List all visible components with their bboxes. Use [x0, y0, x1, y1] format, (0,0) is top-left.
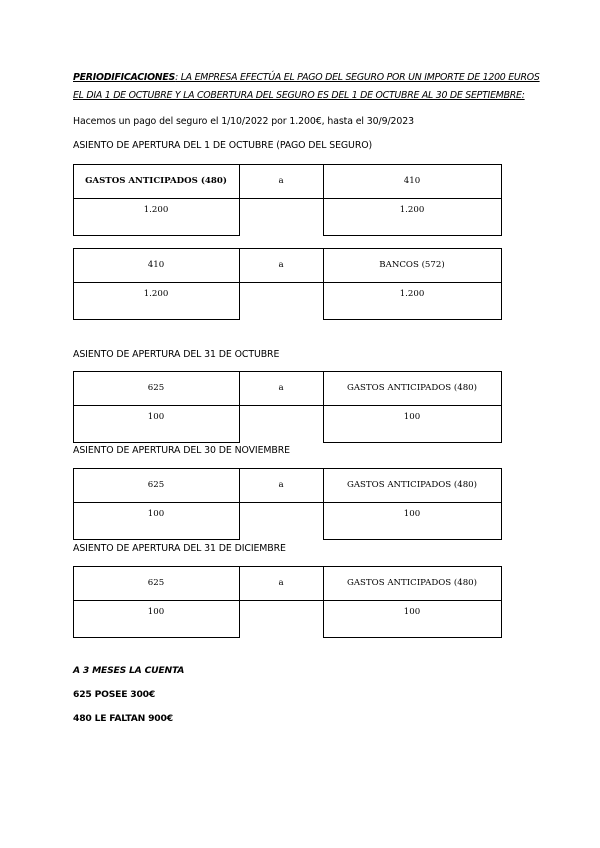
credit-account: GASTOS ANTICIPADOS (480) [346, 383, 478, 393]
intro-line-1 [73, 72, 540, 83]
intro-line-1-rest: : LA EMPRESA EFECTÚA EL PAGO DEL SEGURO POR UN IMPORTE DE 1200 EUROS [175, 72, 540, 83]
journal-entry [73, 371, 501, 442]
credit-amount: 100 [403, 607, 421, 617]
debit-amount: 1.200 [143, 289, 169, 299]
connector: a [278, 480, 284, 490]
debit-amount: 100 [147, 509, 165, 519]
debit-account: 410 [147, 260, 165, 270]
debit-amount: 100 [147, 607, 165, 617]
conclusion-line-480: 480 LE FALTAN 900€ [73, 713, 173, 724]
connector: a [278, 578, 284, 588]
intro-line-2 [73, 90, 525, 101]
journal-entry [73, 468, 501, 539]
conclusion-line-625: 625 POSEE 300€ [73, 689, 156, 700]
section-heading: ASIENTO DE APERTURA DEL 31 DE DICIEMBRE [73, 543, 286, 554]
credit-amount: 100 [403, 509, 421, 519]
debit-account: 625 [147, 480, 165, 490]
intro-lead: PERIODIFICACIONES [73, 72, 176, 83]
section-heading: ASIENTO DE APERTURA DEL 30 DE NOVIEMBRE [73, 445, 290, 456]
credit-amount: 1.200 [399, 205, 425, 215]
credit-account: GASTOS ANTICIPADOS (480) [346, 578, 478, 588]
debit-account: GASTOS ANTICIPADOS (480) [85, 176, 227, 186]
payment-note: Hacemos un pago del seguro el 1/10/2022 por 1.200€, hasta el 30/9/2023 [73, 116, 414, 127]
credit-account: BANCOS (572) [379, 260, 445, 270]
debit-account: 625 [147, 383, 165, 393]
credit-account: GASTOS ANTICIPADOS (480) [346, 480, 478, 490]
conclusion-title: A 3 MESES LA CUENTA [73, 665, 185, 676]
journal-entry [73, 164, 501, 235]
debit-amount: 100 [147, 412, 165, 422]
section-heading: ASIENTO DE APERTURA DEL 1 DE OCTUBRE (PAGO DEL SEGURO) [73, 140, 373, 151]
connector: a [278, 383, 284, 393]
debit-amount: 1.200 [143, 205, 169, 215]
connector: a [278, 260, 284, 270]
credit-amount: 1.200 [399, 289, 425, 299]
journal-entry [73, 248, 501, 319]
intro-line-2-text: EL DIA 1 DE OCTUBRE Y LA COBERTURA DEL SEGURO ES DEL 1 DE OCTUBRE AL 30 DE SEPTIEMBRE: [73, 90, 525, 101]
section-heading: ASIENTO DE APERTURA DEL 31 DE OCTUBRE [73, 349, 280, 360]
connector: a [278, 176, 284, 186]
credit-account: 410 [403, 176, 421, 186]
debit-account: 625 [147, 578, 165, 588]
journal-entry [73, 566, 501, 637]
credit-amount: 100 [403, 412, 421, 422]
